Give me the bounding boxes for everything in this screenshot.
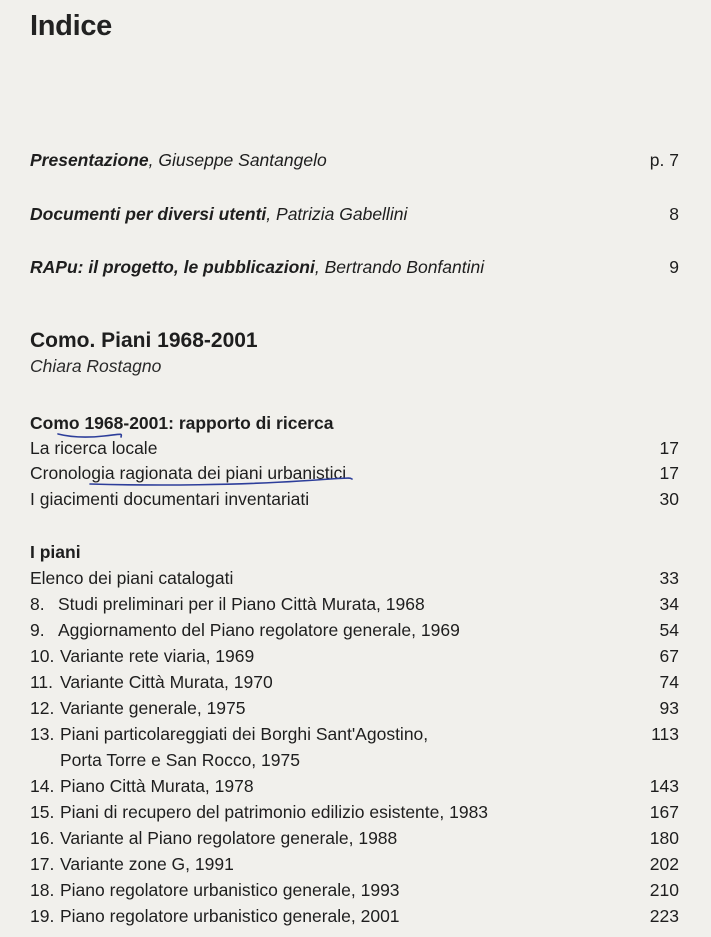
entry-label: Cronologia ragionata dei piani urbanistici bbox=[30, 463, 347, 483]
entry-label: Elenco dei piani catalogati bbox=[30, 568, 234, 588]
entry-number: 16. bbox=[30, 828, 55, 848]
subsection-heading-plans: I piani bbox=[30, 542, 81, 562]
entry-number: 18. bbox=[30, 880, 55, 900]
entry-page: 9 bbox=[669, 257, 679, 277]
entry-text bbox=[30, 256, 484, 278]
entry-page: 167 bbox=[649, 802, 679, 822]
entry-number: 12. bbox=[30, 698, 55, 718]
entry-label: Piano Città Murata, 1978 bbox=[60, 776, 254, 796]
toc-entry[interactable] bbox=[30, 697, 679, 719]
toc-entry[interactable] bbox=[30, 462, 679, 484]
entry-number: 17. bbox=[30, 854, 55, 874]
entry-number: 13. bbox=[30, 724, 55, 744]
entry-label: Aggiornamento del Piano regolatore generale, 1969 bbox=[58, 620, 460, 640]
entry-number: 14. bbox=[30, 776, 55, 796]
entry-page: 202 bbox=[649, 854, 679, 874]
page-title: Indice bbox=[30, 10, 112, 42]
entry-label: Piano regolatore urbanistico generale, 2001 bbox=[60, 906, 400, 926]
toc-entry[interactable] bbox=[30, 879, 679, 901]
toc-entry[interactable] bbox=[30, 671, 679, 693]
entry-page: 210 bbox=[649, 880, 679, 900]
entry-page: 74 bbox=[659, 672, 679, 692]
entry-label: La ricerca locale bbox=[30, 438, 158, 458]
toc-entry[interactable] bbox=[30, 827, 679, 849]
entry-label: Piani di recupero del patrimonio edilizio esistente, 1983 bbox=[60, 802, 489, 822]
entry-text bbox=[30, 149, 327, 171]
entry-label: Variante rete viaria, 1969 bbox=[60, 646, 255, 666]
toc-entry[interactable] bbox=[30, 775, 679, 797]
entry-number: 15. bbox=[30, 802, 55, 822]
entry-number: 10. bbox=[30, 646, 55, 666]
toc-entry[interactable] bbox=[30, 853, 679, 875]
entry-page: 54 bbox=[659, 620, 679, 640]
entry-text bbox=[30, 203, 407, 225]
toc-entry-rapu[interactable] bbox=[30, 256, 679, 278]
subsection-heading-report: Como 1968-2001: rapporto di ricerca bbox=[30, 413, 334, 433]
entry-label: Variante generale, 1975 bbox=[60, 698, 246, 718]
section-title: Como. Piani 1968-2001 bbox=[30, 329, 258, 352]
entry-author: , Patrizia Gabellini bbox=[266, 204, 408, 224]
entry-page: 223 bbox=[649, 906, 679, 926]
entry-page: 17 bbox=[659, 438, 679, 458]
toc-entry[interactable] bbox=[30, 567, 679, 589]
entry-author: , Giuseppe Santangelo bbox=[148, 150, 327, 170]
toc-entry[interactable] bbox=[30, 619, 679, 641]
toc-entry[interactable] bbox=[30, 905, 679, 927]
entry-page: 30 bbox=[659, 489, 679, 509]
entry-page: 180 bbox=[649, 828, 679, 848]
entry-number: 9. bbox=[30, 620, 45, 640]
toc-entry[interactable] bbox=[30, 488, 679, 510]
entry-label: I giacimenti documentari inventariati bbox=[30, 489, 310, 509]
entry-label: Variante zone G, 1991 bbox=[60, 854, 234, 874]
entry-page: 67 bbox=[659, 646, 679, 666]
entry-number: 19. bbox=[30, 906, 55, 926]
entry-number: 11. bbox=[30, 672, 54, 692]
entry-label: Piano regolatore urbanistico generale, 1993 bbox=[60, 880, 400, 900]
entry-title: Documenti per diversi utenti bbox=[30, 204, 267, 224]
toc-entry[interactable] bbox=[30, 801, 679, 823]
entry-page: 143 bbox=[649, 776, 679, 796]
entry-title: RAPu: il progetto, le pubblicazioni bbox=[30, 257, 315, 277]
entry-label: Studi preliminari per il Piano Città Murata, 1968 bbox=[58, 594, 425, 614]
toc-entry[interactable] bbox=[30, 593, 679, 615]
toc-entry[interactable] bbox=[30, 645, 679, 667]
toc-entry[interactable] bbox=[30, 437, 679, 459]
entry-page: p. 7 bbox=[649, 150, 679, 170]
entry-label: Variante Città Murata, 1970 bbox=[60, 672, 273, 692]
entry-label: Variante al Piano regolatore generale, 1988 bbox=[60, 828, 398, 848]
entry-page: 17 bbox=[659, 463, 679, 483]
entry-author: , Bertrando Bonfantini bbox=[314, 257, 485, 277]
entry-title: Presentazione bbox=[30, 150, 149, 170]
toc-entry[interactable] bbox=[30, 723, 679, 745]
entry-number: 8. bbox=[30, 594, 45, 614]
entry-label-continuation: Porta Torre e San Rocco, 1975 bbox=[60, 750, 300, 770]
section-author: Chiara Rostagno bbox=[30, 356, 162, 376]
entry-page: 8 bbox=[669, 204, 679, 224]
toc-entry-documents[interactable] bbox=[30, 203, 679, 225]
entry-page: 113 bbox=[651, 724, 679, 744]
entry-page: 34 bbox=[659, 594, 679, 614]
entry-page: 33 bbox=[659, 568, 679, 588]
entry-label: Piani particolareggiati dei Borghi Sant'Agostino, bbox=[60, 724, 429, 744]
entry-page: 93 bbox=[659, 698, 679, 718]
toc-entry-presentation[interactable] bbox=[30, 149, 679, 171]
